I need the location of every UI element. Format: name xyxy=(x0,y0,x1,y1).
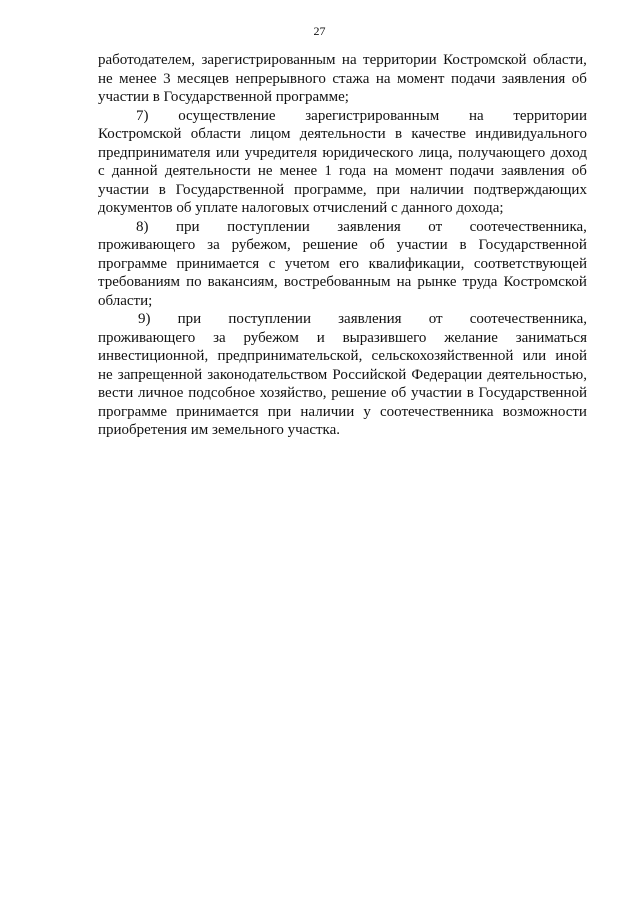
list-item-number: 9) xyxy=(138,311,151,327)
word: соотечественника, xyxy=(469,311,587,327)
text-line xyxy=(98,273,587,292)
word: непрерывного xyxy=(235,70,326,87)
word: 3 xyxy=(163,70,171,87)
word: труда xyxy=(462,274,498,290)
word: на xyxy=(375,70,391,87)
word: момент xyxy=(395,163,443,179)
list-item-number: 7) xyxy=(136,107,149,124)
page-number: 27 xyxy=(313,24,326,38)
word: работодателем, xyxy=(98,52,196,68)
word: от xyxy=(428,218,443,235)
word: Костромской xyxy=(98,126,182,142)
word: выразившего xyxy=(342,329,427,346)
word: области xyxy=(190,126,241,142)
text-line: документов об уплате налоговых отчислений с данного дохода; xyxy=(98,200,504,216)
word: стажа xyxy=(332,70,370,87)
list-item-number: 8) xyxy=(136,218,149,235)
text-line xyxy=(98,384,587,403)
word: деятельностью, xyxy=(487,366,587,383)
word: подачи xyxy=(449,163,495,179)
word: не xyxy=(98,70,113,87)
text-line: участии в Государственной программе; xyxy=(98,89,349,105)
text-line xyxy=(98,144,587,163)
text-line xyxy=(98,329,587,348)
word: территории xyxy=(513,107,587,124)
paragraph-continuation xyxy=(98,51,587,107)
document-body xyxy=(98,51,587,440)
word: об xyxy=(369,237,385,253)
word: рубежом xyxy=(243,329,299,346)
word: в xyxy=(459,237,467,253)
word: сельскохозяйственной xyxy=(371,348,514,364)
text-line xyxy=(98,107,587,126)
word: поступлении xyxy=(228,311,311,327)
word: инвестиционной, xyxy=(98,348,209,364)
text-line xyxy=(98,181,587,200)
word: с xyxy=(268,255,276,272)
word: подтверждающих xyxy=(473,181,587,198)
word: зарегистрированным xyxy=(305,107,440,124)
word: деятельности xyxy=(164,163,251,179)
word: предпринимателя xyxy=(98,144,211,161)
word: участии xyxy=(98,181,149,198)
text-line: области; xyxy=(98,292,153,309)
word: личное xyxy=(138,385,184,401)
word: заявления xyxy=(501,163,565,179)
text-line xyxy=(98,70,587,89)
word: и xyxy=(316,329,325,346)
word: проживающего xyxy=(98,237,196,253)
word: законодательством xyxy=(207,366,328,383)
word: программе xyxy=(98,255,167,272)
word: при xyxy=(177,311,202,327)
word: качестве xyxy=(411,126,466,142)
list-item-7 xyxy=(98,107,587,218)
word: предпринимательской, xyxy=(217,348,363,364)
word: иной xyxy=(555,348,587,364)
word: возможности xyxy=(502,403,587,420)
text-line xyxy=(98,125,587,144)
word: при xyxy=(176,218,200,235)
word: соотечественника, xyxy=(469,218,587,235)
word: решение xyxy=(302,237,358,253)
word: на xyxy=(341,52,357,68)
word: участии xyxy=(396,237,448,253)
word: востребованным xyxy=(283,274,391,290)
word: Федерации xyxy=(411,366,483,383)
word: получающего xyxy=(458,144,546,161)
text-line xyxy=(98,255,587,274)
word: учредителя xyxy=(244,144,318,161)
word: в xyxy=(394,126,403,142)
word: наличии xyxy=(409,181,464,198)
word: момент xyxy=(397,70,445,87)
word: деятельности xyxy=(299,126,386,142)
word: участии xyxy=(410,385,462,401)
text-line xyxy=(98,162,587,181)
word: Российской xyxy=(332,366,407,383)
word: в xyxy=(466,385,474,401)
word: лица, xyxy=(418,144,453,161)
word: Костромской xyxy=(443,52,527,68)
word: заявления xyxy=(501,70,566,87)
word: по xyxy=(186,274,202,290)
word: принимается xyxy=(176,403,259,420)
word: юридического xyxy=(322,144,414,161)
word: территории xyxy=(363,52,437,68)
word: за xyxy=(207,237,220,253)
word: вакансиям, xyxy=(207,274,278,290)
text-line xyxy=(98,51,587,70)
word: от xyxy=(428,311,443,327)
word: не xyxy=(98,366,113,383)
word: заниматься xyxy=(515,329,587,346)
word: желание xyxy=(444,329,498,346)
word: месяцев xyxy=(177,70,229,87)
word: соотечественника xyxy=(380,403,494,420)
word: Государственной xyxy=(478,385,587,401)
word: запрещенной xyxy=(117,366,203,383)
word: менее xyxy=(279,163,318,179)
word: учетом xyxy=(284,255,330,272)
word: программе, xyxy=(293,181,367,198)
word: или xyxy=(215,144,240,161)
word: решение xyxy=(331,385,387,401)
word: данной xyxy=(111,163,158,179)
word: Государственной xyxy=(478,237,587,253)
word: рынке xyxy=(417,274,457,290)
word: доход xyxy=(550,144,587,161)
text-line xyxy=(98,236,587,255)
word: квалификации, xyxy=(368,255,465,272)
word: менее xyxy=(119,70,157,87)
word: зарегистрированным xyxy=(201,52,336,68)
word: заявления xyxy=(338,311,402,327)
word: на xyxy=(396,274,412,290)
word: принимается xyxy=(176,255,260,272)
word: на xyxy=(373,163,388,179)
word: за xyxy=(213,329,226,346)
word: заявления xyxy=(337,218,401,235)
word: подачи xyxy=(450,70,496,87)
word: при xyxy=(376,181,401,198)
word: об xyxy=(571,163,587,179)
word: поступлении xyxy=(227,218,310,235)
word: у xyxy=(363,403,371,420)
word: при xyxy=(267,403,292,420)
text-line: приобретения им земельного участка. xyxy=(98,422,341,438)
word: об xyxy=(391,385,407,401)
word: требованиям xyxy=(98,274,181,290)
word: программе xyxy=(98,403,167,420)
word: рубежом, xyxy=(231,237,291,253)
text-line xyxy=(98,310,587,329)
word: подсобное xyxy=(188,385,256,401)
word: индивидуального xyxy=(475,126,587,142)
word: лицом xyxy=(250,126,291,142)
word: его xyxy=(339,255,360,272)
word: области, xyxy=(533,52,587,68)
list-item-9 xyxy=(98,310,587,440)
word: года xyxy=(338,163,367,179)
word: с xyxy=(98,163,105,179)
word: вести xyxy=(98,385,134,401)
word: наличии xyxy=(300,403,355,420)
text-line xyxy=(98,366,587,385)
word: Костромской xyxy=(503,274,587,290)
word: Государственной xyxy=(175,181,285,198)
word: проживающего xyxy=(98,329,196,346)
word: об xyxy=(571,70,587,87)
word: не xyxy=(257,163,273,179)
list-item-8 xyxy=(98,218,587,311)
text-line xyxy=(98,403,587,422)
word: хозяйство, xyxy=(259,385,327,401)
word: в xyxy=(158,181,166,198)
word: соответствующей xyxy=(473,255,587,272)
text-line xyxy=(98,218,587,237)
word: на xyxy=(468,107,484,124)
word: осуществление xyxy=(178,107,276,124)
word: 1 xyxy=(324,163,332,179)
word: или xyxy=(522,348,547,364)
text-line xyxy=(98,347,587,366)
